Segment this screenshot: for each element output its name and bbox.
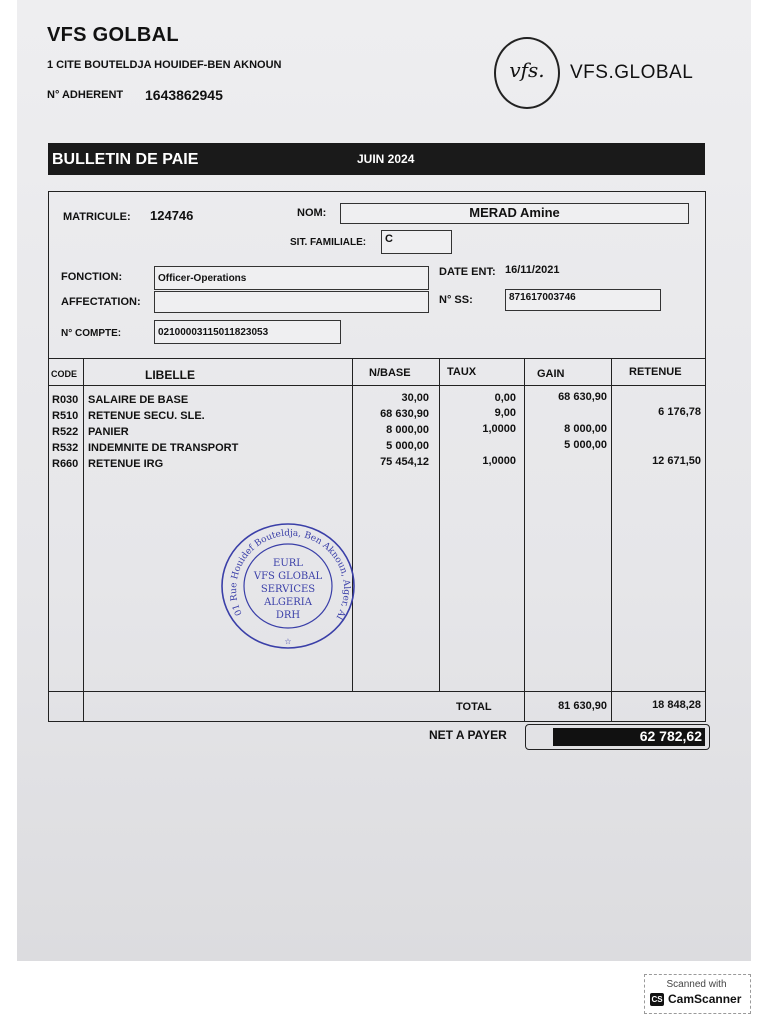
row-gain: 68 630,90 — [558, 391, 607, 403]
th-retenue: RETENUE — [629, 366, 682, 378]
stamp-line: EURL — [273, 558, 303, 569]
sit-familiale-label: SIT. FAMILIALE: — [290, 237, 367, 248]
stamp-line: SERVICES — [260, 584, 316, 595]
row-libelle: RETENUE IRG — [88, 458, 164, 470]
row-gain: 8 000,00 — [564, 423, 607, 435]
th-taux: TAUX — [447, 366, 477, 378]
camscanner-logo-icon: CS — [651, 995, 663, 1004]
company-name: VFS GOLBAL — [47, 24, 179, 46]
row-retenue: 6 176,78 — [658, 406, 701, 418]
sit-familiale-field: C — [381, 230, 452, 254]
row-base: 75 454,12 — [380, 456, 429, 468]
vfs-logo-text: VFS.GLOBAL — [570, 62, 694, 83]
affectation-label: AFFECTATION: — [61, 296, 141, 308]
th-libelle: LIBELLE — [145, 368, 195, 382]
fonction-label: FONCTION: — [61, 271, 123, 283]
row-taux: 0,00 — [494, 392, 516, 404]
pay-period: JUIN 2024 — [357, 152, 415, 166]
row-code: R660 — [52, 458, 79, 470]
total-gain: 81 630,90 — [558, 700, 607, 712]
row-libelle: INDEMNITE DE TRANSPORT — [88, 442, 239, 454]
row-taux: 1,0000 — [482, 455, 516, 467]
date-entree-label: DATE ENT: — [439, 266, 496, 278]
compte-label: N° COMPTE: — [61, 328, 122, 339]
document-title: BULLETIN DE PAIE — [52, 151, 199, 168]
nom-label: NOM: — [297, 207, 327, 219]
row-libelle: PANIER — [88, 426, 129, 438]
company-stamp — [220, 522, 356, 650]
row-libelle: RETENUE SECU. SLE. — [88, 410, 205, 422]
stamp-line: ALGERIA — [264, 597, 312, 608]
fonction-field: Officer-Operations — [154, 266, 429, 290]
total-divider — [49, 691, 705, 692]
matricule-value: 124746 — [150, 208, 194, 223]
row-base: 30,00 — [401, 392, 429, 404]
scanner-caption: Scanned with — [666, 979, 727, 990]
row-code: R522 — [52, 426, 79, 438]
ss-label: N° SS: — [439, 294, 473, 306]
nom-field: MERAD Amine — [340, 203, 689, 224]
row-taux: 1,0000 — [482, 423, 516, 435]
scanner-name: CamScanner — [668, 992, 742, 1006]
stamp-line: DRH — [275, 610, 301, 621]
stamp-ring-text: 01 Rue Houidef Bouteldja, Ben Aknoun, Alger, Al — [229, 528, 352, 621]
row-base: 68 630,90 — [380, 408, 429, 420]
matricule-label: MATRICULE: — [63, 211, 131, 223]
payslip-table — [48, 358, 706, 722]
affectation-field — [154, 291, 429, 313]
th-base: N/BASE — [369, 367, 411, 379]
total-retenue: 18 848,28 — [652, 699, 701, 711]
col-divider-code — [83, 359, 84, 721]
row-base: 5 000,00 — [386, 440, 429, 452]
row-libelle: SALAIRE DE BASE — [88, 394, 189, 406]
row-taux: 9,00 — [494, 407, 516, 419]
total-label: TOTAL — [456, 701, 492, 713]
header-divider — [49, 385, 705, 386]
row-code: R030 — [52, 394, 79, 406]
net-value: 62 782,62 — [639, 728, 702, 744]
col-divider-taux — [524, 359, 525, 721]
row-retenue: 12 671,50 — [652, 455, 701, 467]
adherent-label: N° ADHERENT — [47, 89, 124, 101]
company-address: 1 CITE BOUTELDJA HOUIDEF-BEN AKNOUN — [47, 59, 282, 71]
row-code: R532 — [52, 442, 79, 454]
stamp-star-icon: ☆ — [284, 637, 292, 646]
adherent-number: 1643862945 — [145, 87, 223, 103]
row-base: 8 000,00 — [386, 424, 429, 436]
row-gain: 5 000,00 — [564, 439, 607, 451]
vfs-logo-mark: vfs. — [509, 58, 545, 82]
th-code: CODE — [51, 369, 78, 379]
row-code: R510 — [52, 410, 79, 422]
net-label: NET A PAYER — [429, 728, 507, 742]
date-entree-value: 16/11/2021 — [505, 264, 560, 276]
stamp-line: VFS GLOBAL — [253, 571, 323, 582]
ss-field: 871617003746 — [505, 289, 661, 311]
th-gain: GAIN — [537, 368, 565, 380]
compte-field: 02100003115011823053 — [154, 320, 341, 344]
